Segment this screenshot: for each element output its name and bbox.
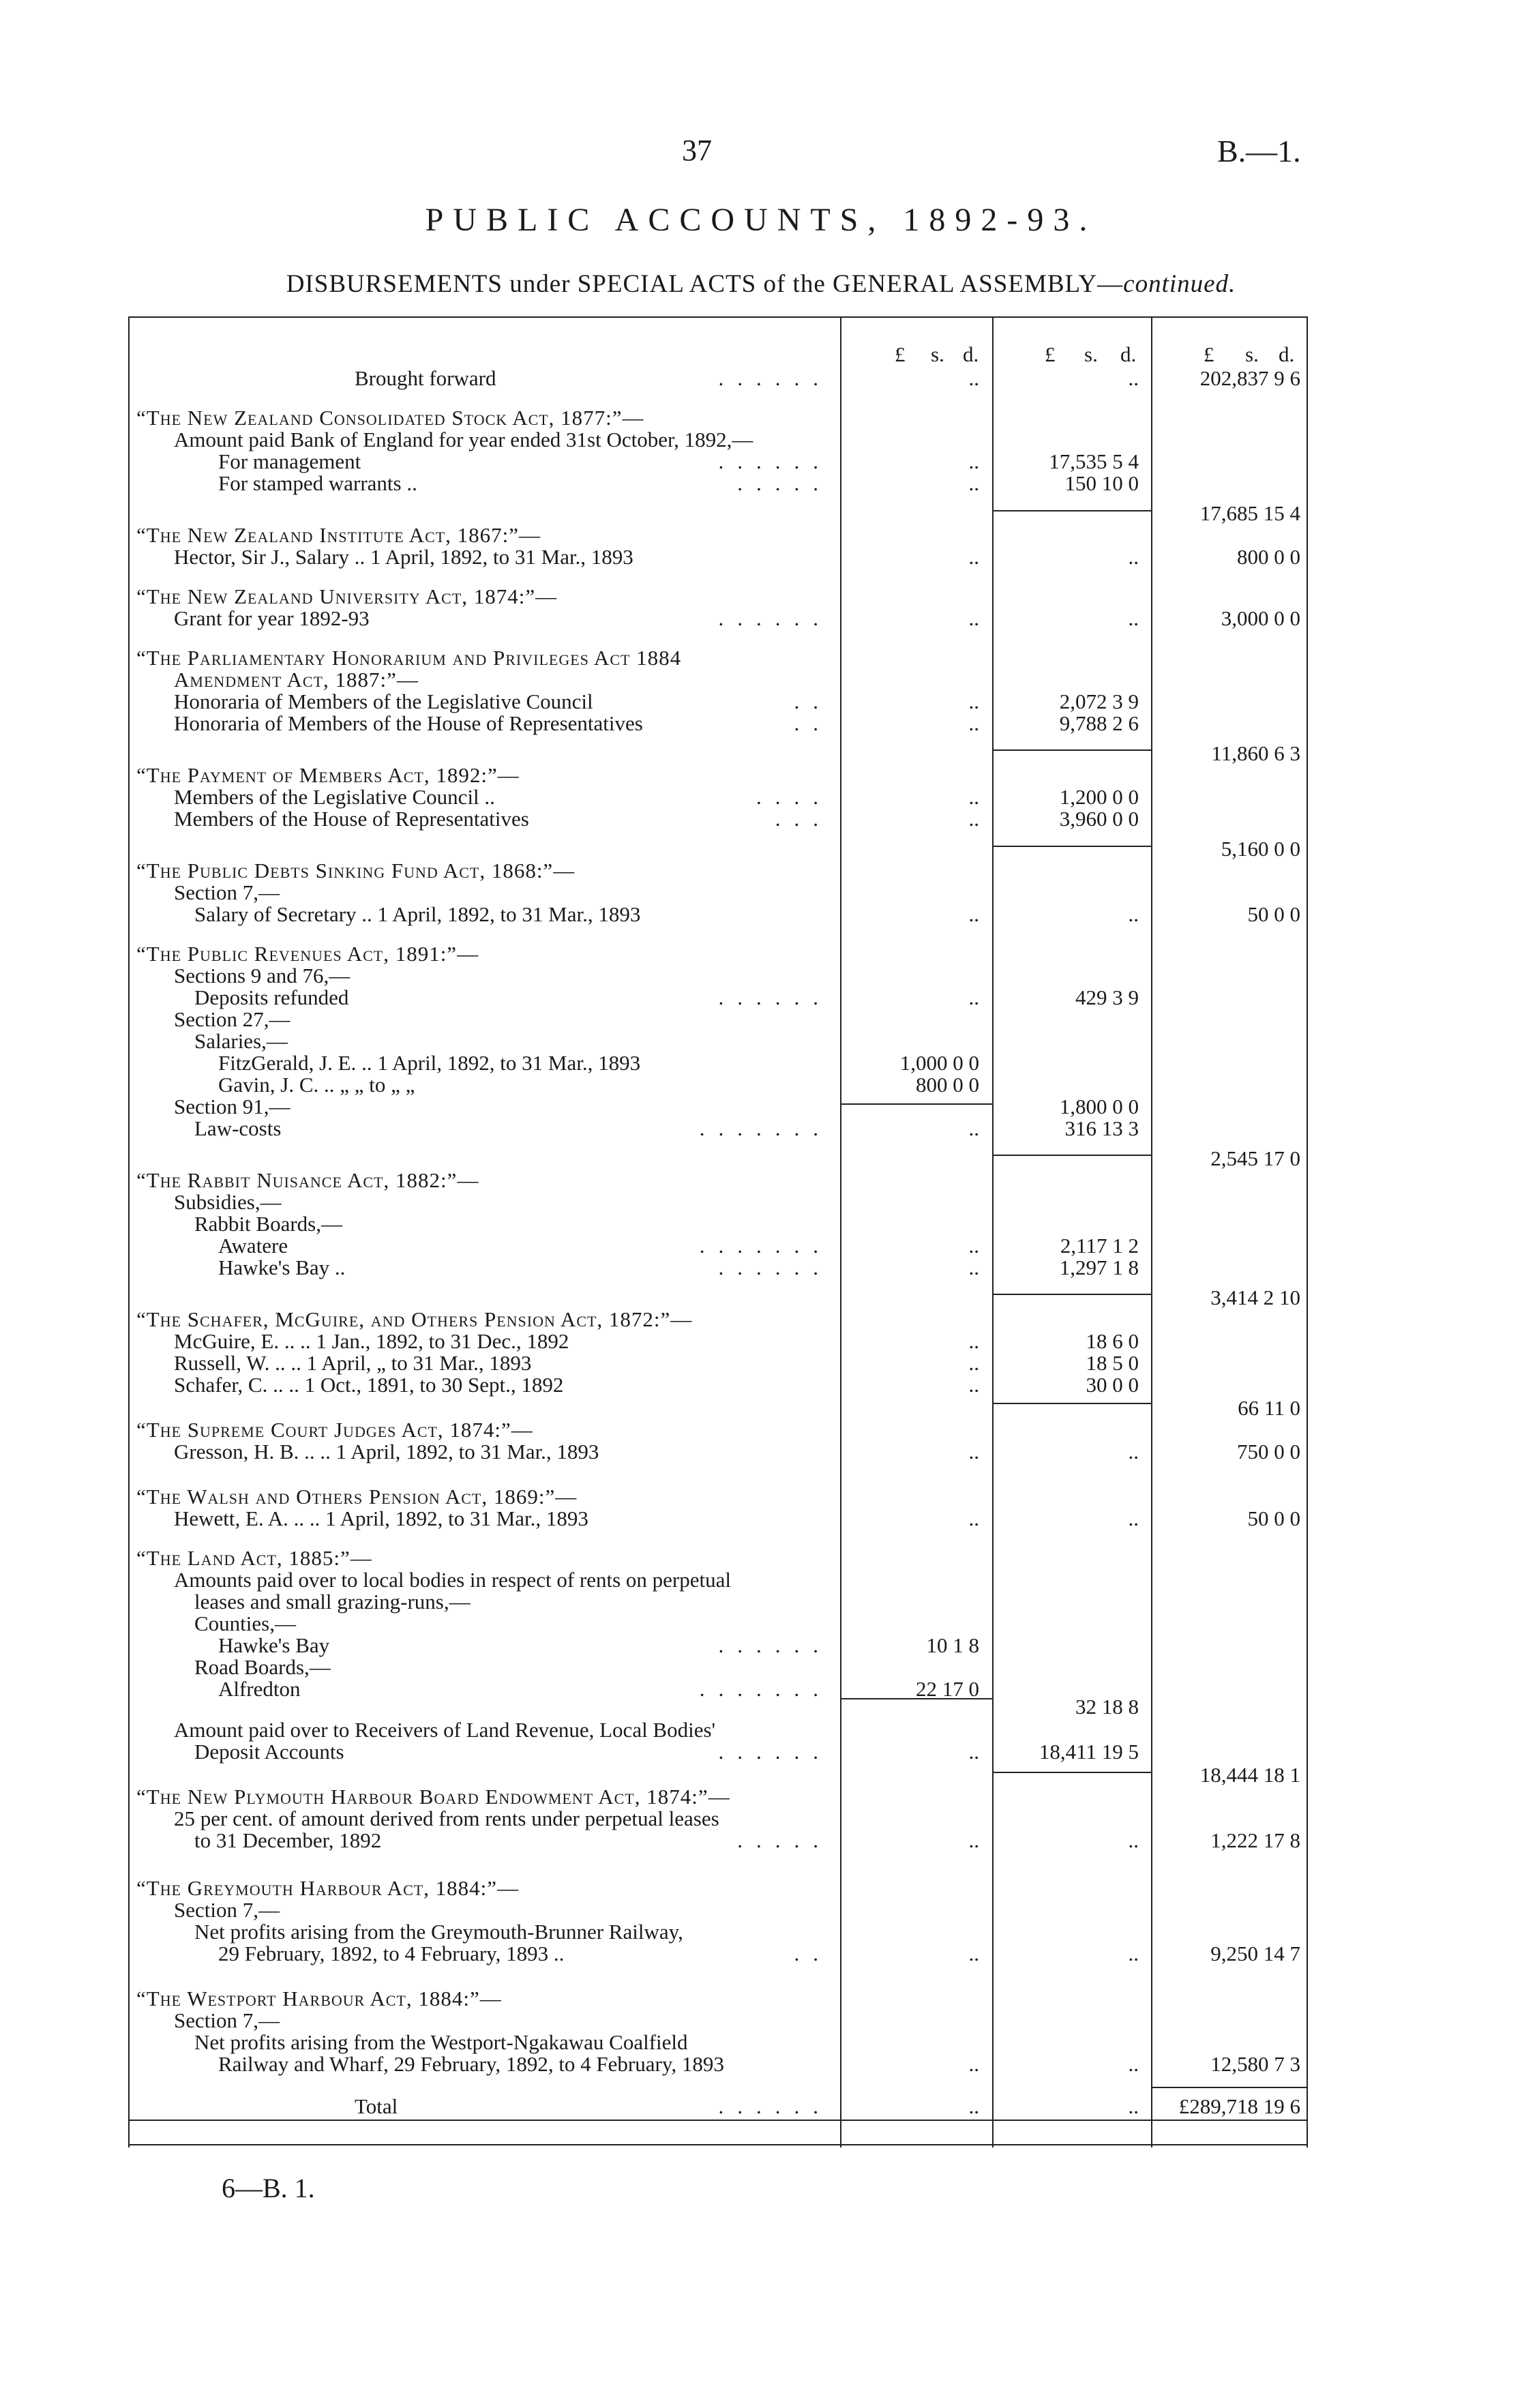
table-row bbox=[0, 2051, 1522, 2078]
pounds-col-2: .. bbox=[1128, 545, 1139, 569]
pounds-col-1: .. bbox=[968, 1506, 979, 1530]
item-label: Gresson, H. B. .. .. 1 April, 1892, to 31 Mar., 1893 bbox=[174, 1440, 599, 1463]
pounds-col-1: .. bbox=[968, 449, 979, 473]
leader-dots: ....... bbox=[699, 1116, 832, 1140]
header-pound: £ bbox=[1204, 342, 1214, 366]
pounds-col-2: .. bbox=[1128, 2052, 1139, 2076]
item-label: Section 7,— bbox=[174, 2008, 280, 2032]
pounds-col-2: 2,117 1 2 bbox=[1060, 1234, 1139, 1258]
act-heading: “The Public Debts Sinking Fund Act, 1868:”— bbox=[136, 859, 576, 882]
leader-dots: ..... bbox=[737, 471, 832, 495]
table-row bbox=[0, 1827, 1522, 1854]
leader-dots: ...... bbox=[718, 1633, 832, 1657]
leader-dots: ....... bbox=[699, 1234, 832, 1258]
item-label: Awatere bbox=[218, 1234, 288, 1258]
item-label: Salaries,— bbox=[194, 1029, 288, 1053]
pounds-col-3: 50 0 0 bbox=[1247, 1506, 1300, 1530]
pounds-col-2: 429 3 9 bbox=[1075, 985, 1139, 1009]
act-heading: “The Rabbit Nuisance Act, 1882:”— bbox=[136, 1168, 479, 1192]
footer-reference: 6—B. 1. bbox=[222, 2173, 315, 2203]
pounds-col-3: 750 0 0 bbox=[1237, 1440, 1300, 1463]
subtitle-main: DISBURSEMENTS under SPECIAL ACTS of the GENERAL ASSEMBLY— bbox=[286, 270, 1124, 298]
table-row bbox=[0, 365, 1522, 392]
item-label: Net profits arising from the Greymouth-Brunner Railway, bbox=[194, 1920, 683, 1944]
leader-dots: ...... bbox=[718, 1255, 832, 1279]
leader-dots: ... bbox=[775, 807, 832, 831]
pounds-col-2: 1,800 0 0 bbox=[1059, 1095, 1139, 1118]
pounds-col-3: 2,545 17 0 bbox=[1210, 1146, 1300, 1170]
item-label: Brought forward bbox=[355, 366, 496, 390]
header-pound: £ bbox=[1045, 342, 1056, 366]
pounds-col-1: 10 1 8 bbox=[926, 1633, 979, 1657]
document-reference: B.—1. bbox=[1217, 134, 1301, 168]
pounds-col-2: 2,072 3 9 bbox=[1059, 689, 1139, 713]
table-row bbox=[0, 710, 1522, 737]
pounds-col-2: .. bbox=[1128, 606, 1139, 630]
table-row bbox=[0, 605, 1522, 632]
item-label: Net profits arising from the Westport-Ngakawau Coalfield bbox=[194, 2030, 688, 2054]
item-label: Hawke's Bay .. bbox=[218, 1255, 346, 1279]
pounds-col-2: .. bbox=[1128, 1440, 1139, 1463]
table-row bbox=[0, 1115, 1522, 1142]
act-heading: “The New Zealand Institute Act, 1867:”— bbox=[136, 523, 541, 547]
pounds-col-3: 11,860 6 3 bbox=[1211, 741, 1300, 765]
pounds-col-3: 9,250 14 7 bbox=[1210, 1942, 1300, 1965]
pounds-col-2: .. bbox=[1128, 2094, 1139, 2118]
pounds-col-1: .. bbox=[968, 606, 979, 630]
leader-dots: ...... bbox=[718, 606, 832, 630]
item-label: Deposits refunded bbox=[194, 985, 349, 1009]
pounds-col-2: 9,788 2 6 bbox=[1059, 711, 1139, 735]
pounds-col-1: .. bbox=[968, 1234, 979, 1258]
item-label: Section 7,— bbox=[174, 880, 280, 904]
pounds-col-3: 17,685 15 4 bbox=[1199, 501, 1300, 525]
pounds-col-1: 22 17 0 bbox=[916, 1677, 979, 1701]
subtitle-continued: continued. bbox=[1123, 270, 1236, 298]
pounds-col-3: 202,837 9 6 bbox=[1199, 366, 1300, 390]
item-label: Hawke's Bay bbox=[218, 1633, 330, 1657]
act-heading: “The Walsh and Others Pension Act, 1869:”— bbox=[136, 1485, 578, 1508]
pounds-col-2: .. bbox=[1128, 1506, 1139, 1530]
item-label: Members of the Legislative Council .. bbox=[174, 785, 495, 809]
total-rule bbox=[1152, 2087, 1307, 2088]
pounds-col-1: .. bbox=[968, 711, 979, 735]
item-label: Section 91,— bbox=[174, 1095, 290, 1118]
item-label: Hector, Sir J., Salary .. 1 April, 1892, to 31 Mar., 1893 bbox=[174, 545, 633, 569]
table-row bbox=[0, 470, 1522, 497]
pounds-col-2: .. bbox=[1128, 1942, 1139, 1965]
item-label: Russell, W. .. .. 1 April, „ to 31 Mar., 1893 bbox=[174, 1351, 532, 1375]
header-shilling: s. bbox=[1084, 342, 1098, 366]
pounds-col-2: 32 18 8 bbox=[1075, 1695, 1139, 1719]
table-row bbox=[0, 1438, 1522, 1466]
act-heading: “The Public Revenues Act, 1891:”— bbox=[136, 942, 479, 966]
pounds-col-2: 1,200 0 0 bbox=[1059, 785, 1139, 809]
pounds-col-1: 800 0 0 bbox=[916, 1073, 979, 1097]
pounds-col-2: 30 0 0 bbox=[1086, 1373, 1139, 1397]
pounds-col-2: 18 5 0 bbox=[1086, 1351, 1139, 1375]
leader-dots: ...... bbox=[718, 2094, 832, 2118]
pounds-col-1: .. bbox=[968, 1828, 979, 1852]
table-row bbox=[0, 1254, 1522, 1281]
item-label: For management bbox=[218, 449, 361, 473]
pounds-col-1: .. bbox=[968, 366, 979, 390]
pounds-col-3: 66 11 0 bbox=[1238, 1396, 1300, 1420]
table-row bbox=[0, 1940, 1522, 1967]
item-label: 25 per cent. of amount derived from rents under perpetual leases bbox=[174, 1807, 719, 1830]
act-heading: “The Greymouth Harbour Act, 1884:”— bbox=[136, 1876, 520, 1900]
header-shilling: s. bbox=[931, 342, 944, 366]
table-row bbox=[0, 1505, 1522, 1532]
pounds-col-1: .. bbox=[968, 471, 979, 495]
item-label: Amount paid over to Receivers of Land Revenue, Local Bodies' bbox=[174, 1718, 716, 1742]
pounds-col-1: .. bbox=[968, 902, 979, 926]
item-label: Section 27,— bbox=[174, 1007, 290, 1031]
pounds-col-3: 1,222 17 8 bbox=[1210, 1828, 1300, 1852]
item-label: Subsidies,— bbox=[174, 1190, 282, 1214]
pounds-col-2: 17,535 5 4 bbox=[1049, 449, 1139, 473]
act-heading: “The Westport Harbour Act, 1884:”— bbox=[136, 1987, 502, 2010]
pounds-col-2: 3,960 0 0 bbox=[1059, 807, 1139, 831]
pounds-col-1: .. bbox=[968, 807, 979, 831]
pounds-col-2: .. bbox=[1128, 1828, 1139, 1852]
pounds-col-2: 1,297 1 8 bbox=[1059, 1255, 1139, 1279]
item-label: FitzGerald, J. E. .. 1 April, 1892, to 31 Mar., 1893 bbox=[218, 1051, 641, 1075]
act-heading: “The Supreme Court Judges Act, 1874:”— bbox=[136, 1418, 533, 1442]
pounds-col-1: .. bbox=[968, 985, 979, 1009]
pounds-col-1: .. bbox=[968, 1373, 979, 1397]
pounds-col-2: .. bbox=[1128, 902, 1139, 926]
item-label: Amounts paid over to local bodies in respect of rents on perpetual bbox=[174, 1568, 731, 1592]
item-label: McGuire, E. .. .. 1 Jan., 1892, to 31 Dec., 1892 bbox=[174, 1329, 569, 1353]
pounds-col-1: .. bbox=[968, 1440, 979, 1463]
header-pence: d. bbox=[1120, 342, 1137, 366]
pounds-col-1: .. bbox=[968, 785, 979, 809]
pounds-col-1: .. bbox=[968, 1740, 979, 1764]
table-row bbox=[0, 2093, 1522, 2120]
pounds-col-1: .. bbox=[968, 1116, 979, 1140]
header-pence: d. bbox=[963, 342, 979, 366]
table-bottom-rule bbox=[128, 2144, 1308, 2145]
leader-dots: .. bbox=[794, 689, 832, 713]
table-row bbox=[0, 805, 1522, 833]
pounds-col-3: 3,000 0 0 bbox=[1221, 606, 1300, 630]
leader-dots: .... bbox=[756, 785, 832, 809]
leader-dots: ...... bbox=[718, 985, 832, 1009]
item-label: Law-costs bbox=[194, 1116, 282, 1140]
pounds-col-1: .. bbox=[968, 1329, 979, 1353]
pounds-col-1: .. bbox=[968, 1255, 979, 1279]
item-label: Salary of Secretary .. 1 April, 1892, to 31 Mar., 1893 bbox=[194, 902, 641, 926]
leader-dots: ....... bbox=[699, 1677, 832, 1701]
act-heading: “The New Zealand Consolidated Stock Act, 1877:”— bbox=[136, 406, 644, 430]
item-label: Gavin, J. C. .. „ „ to „ „ bbox=[218, 1073, 415, 1097]
pounds-col-3: 12,580 7 3 bbox=[1210, 2052, 1300, 2076]
table-row bbox=[0, 901, 1522, 928]
pounds-col-1: 1,000 0 0 bbox=[899, 1051, 979, 1075]
page-title: PUBLIC ACCOUNTS, 1892-93. bbox=[425, 202, 1097, 238]
header-pound: £ bbox=[895, 342, 906, 366]
leader-dots: .. bbox=[794, 1942, 832, 1965]
pounds-col-2: 18,411 19 5 bbox=[1039, 1740, 1139, 1764]
item-label: Sections 9 and 76,— bbox=[174, 964, 350, 987]
item-label: Total bbox=[355, 2094, 398, 2118]
pounds-col-2: 316 13 3 bbox=[1064, 1116, 1139, 1140]
item-label: Counties,— bbox=[194, 1611, 296, 1635]
act-heading: “The New Plymouth Harbour Board Endowment Act, 1874:”— bbox=[136, 1785, 730, 1809]
item-label: Schafer, C. .. .. 1 Oct., 1891, to 30 Sept., 1892 bbox=[174, 1373, 564, 1397]
item-label: 29 February, 1892, to 4 February, 1893 .. bbox=[218, 1942, 565, 1965]
pounds-col-2: .. bbox=[1128, 366, 1139, 390]
act-heading: “The Land Act, 1885:”— bbox=[136, 1546, 372, 1570]
pounds-col-1: .. bbox=[968, 2052, 979, 2076]
pounds-col-1: .. bbox=[968, 689, 979, 713]
header-pence: d. bbox=[1279, 342, 1295, 366]
table-top-rule bbox=[128, 316, 1308, 318]
act-heading: “The New Zealand University Act, 1874:”— bbox=[136, 584, 558, 608]
header-shilling: s. bbox=[1245, 342, 1259, 366]
leader-dots: ...... bbox=[718, 449, 832, 473]
item-label: Rabbit Boards,— bbox=[194, 1212, 342, 1236]
act-heading: “The Payment of Members Act, 1892:”— bbox=[136, 763, 520, 787]
item-label: Amount paid Bank of England for year ended 31st October, 1892,— bbox=[174, 428, 753, 451]
item-label: Members of the House of Representatives bbox=[174, 807, 529, 831]
leader-dots: .. bbox=[794, 711, 832, 735]
act-heading: “The Schafer, McGuire, and Others Pension Act, 1872:”— bbox=[136, 1307, 693, 1331]
currency-header-row bbox=[0, 341, 1522, 368]
pounds-col-3: 800 0 0 bbox=[1237, 545, 1300, 569]
item-label: Section 7,— bbox=[174, 1898, 280, 1922]
pounds-col-3: 3,414 2 10 bbox=[1210, 1285, 1300, 1309]
page-subtitle bbox=[0, 269, 1522, 299]
item-label: For stamped warrants .. bbox=[218, 471, 417, 495]
page-number: 37 bbox=[682, 134, 712, 167]
item-label: Hewett, E. A. .. .. 1 April, 1892, to 31 Mar., 1893 bbox=[174, 1506, 588, 1530]
act-heading: “The Parliamentary Honorarium and Privileges Act 1884 bbox=[136, 646, 682, 670]
pounds-col-2: 18 6 0 bbox=[1086, 1329, 1139, 1353]
item-label: Honoraria of Members of the Legislative Council bbox=[174, 689, 593, 713]
item-label: leases and small grazing-runs,— bbox=[194, 1590, 471, 1614]
item-label: Railway and Wharf, 29 February, 1892, to 4 February, 1893 bbox=[218, 2052, 724, 2076]
leader-dots: ...... bbox=[718, 366, 832, 390]
table-row bbox=[0, 544, 1522, 571]
act-heading: Amendment Act, 1887:”— bbox=[174, 668, 419, 692]
pounds-col-3: 18,444 18 1 bbox=[1199, 1763, 1300, 1787]
leader-dots: ...... bbox=[718, 1740, 832, 1764]
item-label: Honoraria of Members of the House of Representatives bbox=[174, 711, 643, 735]
pounds-col-3: 5,160 0 0 bbox=[1221, 837, 1300, 861]
pounds-col-3: 50 0 0 bbox=[1247, 902, 1300, 926]
item-label: Alfredton bbox=[218, 1677, 301, 1701]
pounds-col-1: .. bbox=[968, 1942, 979, 1965]
item-label: Deposit Accounts bbox=[194, 1740, 344, 1764]
item-label: Grant for year 1892-93 bbox=[174, 606, 370, 630]
pounds-col-1: .. bbox=[968, 2094, 979, 2118]
pounds-col-2: 150 10 0 bbox=[1064, 471, 1139, 495]
pounds-col-3: £289,718 19 6 bbox=[1178, 2094, 1300, 2118]
item-label: Road Boards,— bbox=[194, 1655, 331, 1679]
pounds-col-1: .. bbox=[968, 1351, 979, 1375]
leader-dots: ..... bbox=[737, 1828, 832, 1852]
pounds-col-1: .. bbox=[968, 545, 979, 569]
item-label: to 31 December, 1892 bbox=[194, 1828, 382, 1852]
